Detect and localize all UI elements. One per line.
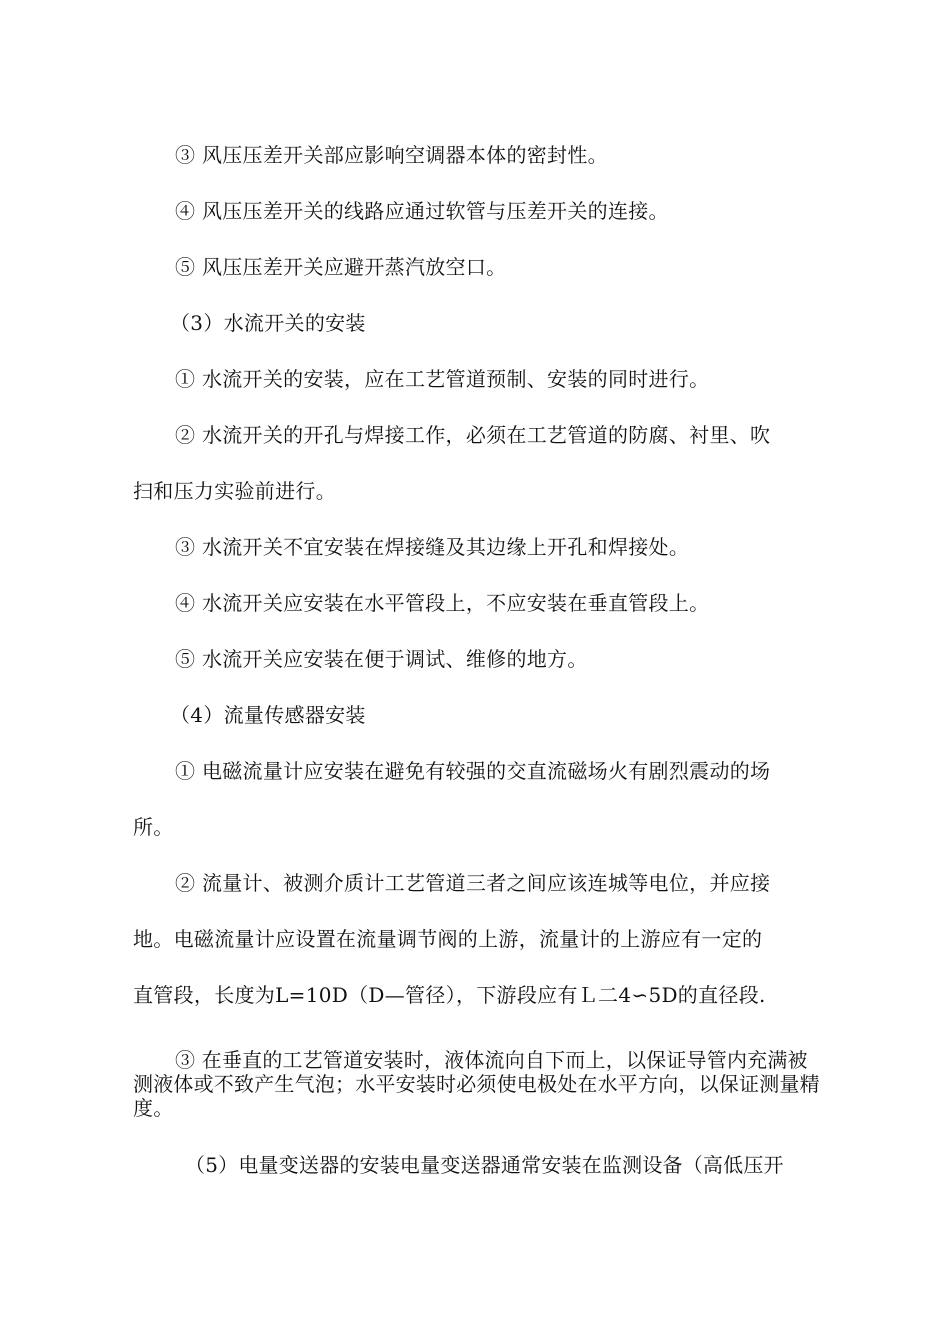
text-line: 所。 bbox=[133, 815, 174, 839]
section-heading: （3）水流开关的安装 bbox=[170, 311, 366, 335]
paragraph-5: （5）电量变送器的安装电量变送器通常安装在监测设备（高低压开 bbox=[185, 1153, 784, 1177]
paragraph-3: ③ 在垂直的工艺管道安装时，液体流向自下而上，以保证导管内充满被测液体或不致产生气泡；水平安装时必须使电极处在水平方向，以保证测量精度。 bbox=[133, 1048, 820, 1120]
text-line: 扫和压力实验前进行。 bbox=[133, 479, 336, 503]
text-line: ② 水流开关的开孔与焊接工作，必须在工艺管道的防腐、衬里、吹 bbox=[175, 423, 771, 447]
text-line: ① 电磁流量计应安装在避免有较强的交直流磁场火有剧烈震动的场 bbox=[175, 759, 771, 783]
text-line: 地。电磁流量计应设置在流量调节阀的上游，流量计的上游应有一定的 bbox=[133, 927, 763, 951]
text-line: ① 水流开关的安装，应在工艺管道预制、安装的同时进行。 bbox=[175, 367, 710, 391]
text-line: ④ 风压压差开关的线路应通过软管与压差开关的连接。 bbox=[175, 199, 669, 223]
text-line: ⑤ 风压压差开关应避开蒸汽放空口。 bbox=[175, 255, 507, 279]
text-line: ③ 风压压差开关部应影响空调器本体的密封性。 bbox=[175, 143, 608, 167]
text-line: ② 流量计、被测介质计工艺管道三者之间应该连城等电位，并应接 bbox=[175, 871, 771, 895]
text-line: ③ 水流开关不宜安装在焊接缝及其边缘上开孔和焊接处。 bbox=[175, 535, 690, 559]
section-heading: （4）流量传感器安装 bbox=[170, 703, 366, 727]
text-line: 直管段，长度为L=10D（D—管径），下游段应有Ｌ二4∽5D的直径段. bbox=[133, 983, 766, 1007]
text-line: ④ 水流开关应安装在水平管段上，不应安装在垂直管段上。 bbox=[175, 591, 710, 615]
text-line: ⑤ 水流开关应安装在便于调试、维修的地方。 bbox=[175, 647, 588, 671]
